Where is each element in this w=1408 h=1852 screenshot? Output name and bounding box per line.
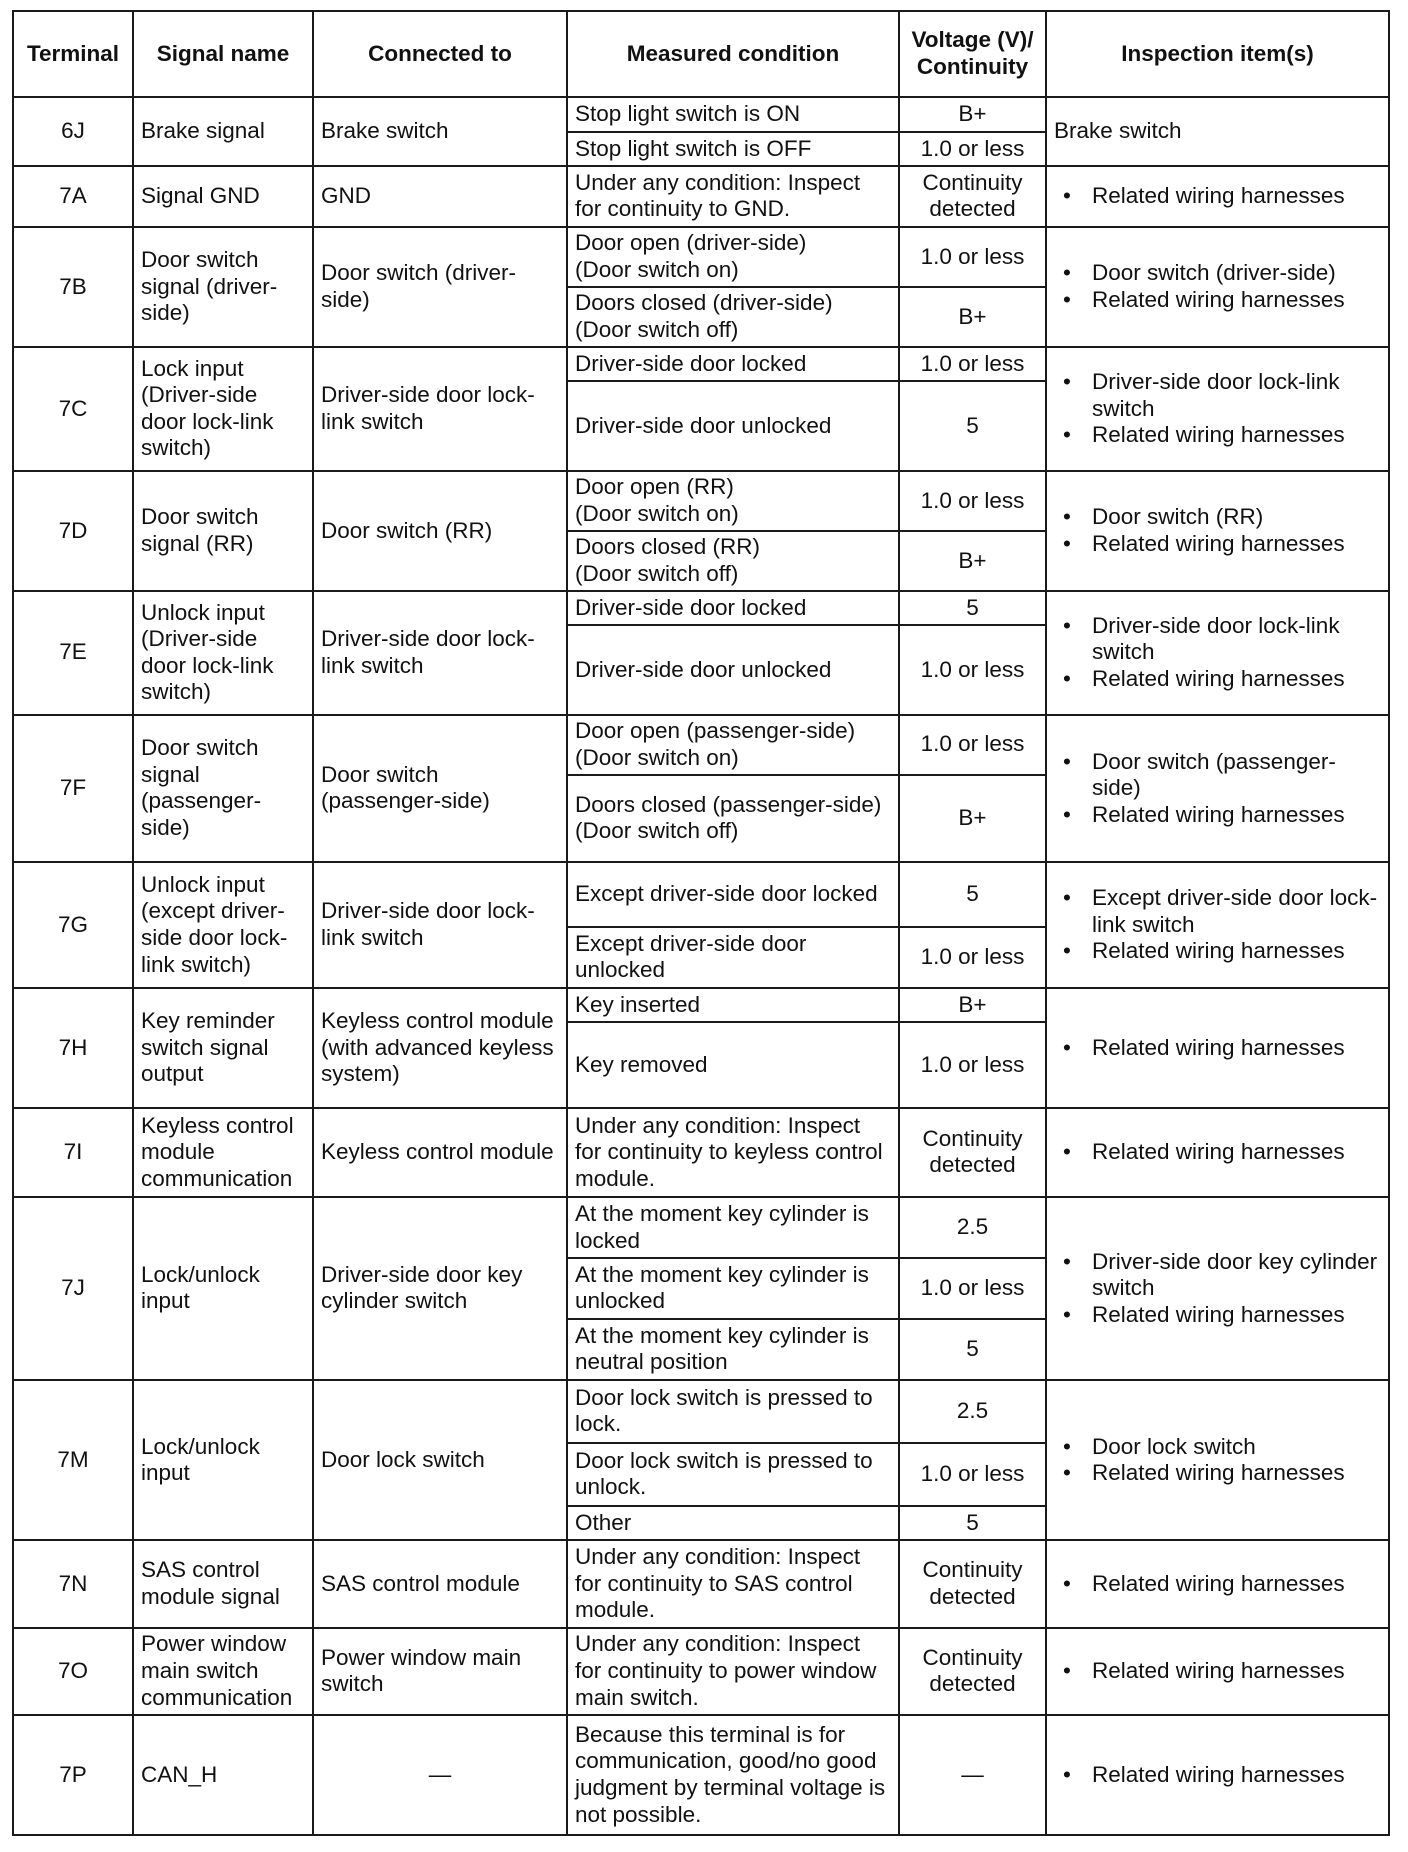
signal-name-cell: Door switch signal (passenger-side) xyxy=(133,715,313,862)
terminal-cell: 7N xyxy=(13,1540,133,1627)
voltage-value-cell: 5 xyxy=(899,862,1046,927)
voltage-value-cell: 5 xyxy=(899,1506,1046,1541)
table-row xyxy=(13,1628,1389,1715)
inspection-item-list xyxy=(1054,1139,1381,1166)
voltage-value-cell: B+ xyxy=(899,988,1046,1023)
table-row xyxy=(13,1715,1389,1835)
terminal-cell: 7D xyxy=(13,471,133,591)
voltage-value-cell: Continuity detected xyxy=(899,166,1046,227)
inspection-item: • Door lock switch xyxy=(1092,1434,1381,1461)
voltage-value-cell: B+ xyxy=(899,287,1046,347)
signal-name-cell: Lock input (Driver-side door lock-link switch) xyxy=(133,347,313,471)
connected-to-cell: SAS control module xyxy=(313,1540,567,1627)
inspection-item: • Door switch (RR) xyxy=(1092,504,1381,531)
voltage-value-cell: 5 xyxy=(899,381,1046,470)
inspection-item-list xyxy=(1054,1249,1381,1329)
inspection-items-cell xyxy=(1046,1380,1389,1540)
measured-condition-cell: Key inserted xyxy=(567,988,899,1023)
connected-to-cell: Driver-side door lock-link switch xyxy=(313,591,567,715)
inspection-items-cell xyxy=(1046,471,1389,591)
voltage-value-cell: 1.0 or less xyxy=(899,1443,1046,1506)
signal-name-cell: Brake signal xyxy=(133,97,313,166)
terminal-cell: 7H xyxy=(13,988,133,1108)
measured-condition-cell: Doors closed (RR) (Door switch off) xyxy=(567,531,899,591)
inspection-items-cell xyxy=(1046,347,1389,471)
header-inspection: Inspection item(s) xyxy=(1046,11,1389,97)
inspection-item: • Except driver-side door lock-link switch xyxy=(1092,885,1381,938)
terminal-cell: 7C xyxy=(13,347,133,471)
signal-name-cell: Power window main switch communication xyxy=(133,1628,313,1715)
connected-to-cell: Keyless control module (with advanced keyless system) xyxy=(313,988,567,1108)
voltage-value-cell: 1.0 or less xyxy=(899,227,1046,287)
signal-name-cell: CAN_H xyxy=(133,1715,313,1835)
connected-to-cell: — xyxy=(313,1715,567,1835)
inspection-item-list xyxy=(1054,369,1381,449)
measured-condition-cell: Door open (RR) (Door switch on) xyxy=(567,471,899,531)
inspection-items-cell xyxy=(1046,1628,1389,1715)
connected-to-cell: Door switch (RR) xyxy=(313,471,567,591)
inspection-item: • Related wiring harnesses xyxy=(1092,1460,1381,1487)
inspection-item: • Driver-side door key cylinder switch xyxy=(1092,1249,1381,1302)
inspection-item-list xyxy=(1054,1762,1381,1789)
inspection-item-list xyxy=(1054,183,1381,210)
table-row xyxy=(13,1197,1389,1258)
terminal-cell: 7E xyxy=(13,591,133,715)
table-row xyxy=(13,166,1389,227)
terminal-cell: 7G xyxy=(13,862,133,988)
measured-condition-cell: Except driver-side door locked xyxy=(567,862,899,927)
terminal-cell: 7B xyxy=(13,227,133,347)
voltage-value-cell: Continuity detected xyxy=(899,1540,1046,1627)
inspection-item: • Related wiring harnesses xyxy=(1092,1139,1381,1166)
voltage-value-cell: 5 xyxy=(899,1319,1046,1380)
measured-condition-cell: Under any condition: Inspect for continuity to SAS control module. xyxy=(567,1540,899,1627)
table-row xyxy=(13,988,1389,1023)
inspection-item-list xyxy=(1054,613,1381,693)
inspection-item: • Related wiring harnesses xyxy=(1092,1762,1381,1789)
voltage-value-cell: 1.0 or less xyxy=(899,347,1046,382)
inspection-item: • Related wiring harnesses xyxy=(1092,183,1381,210)
terminal-cell: 7F xyxy=(13,715,133,862)
measured-condition-cell: At the moment key cylinder is locked xyxy=(567,1197,899,1258)
measured-condition-cell: Driver-side door locked xyxy=(567,591,899,626)
voltage-value-cell: 1.0 or less xyxy=(899,471,1046,531)
table-row xyxy=(13,227,1389,287)
measured-condition-cell: Except driver-side door unlocked xyxy=(567,927,899,988)
inspection-items-cell xyxy=(1046,166,1389,227)
inspection-items-cell xyxy=(1046,1540,1389,1627)
measured-condition-cell: Driver-side door locked xyxy=(567,347,899,382)
voltage-value-cell: Continuity detected xyxy=(899,1108,1046,1197)
header-connected-to: Connected to xyxy=(313,11,567,97)
table-row xyxy=(13,1108,1389,1197)
measured-condition-cell: Under any condition: Inspect for continuity to power window main switch. xyxy=(567,1628,899,1715)
signal-name-cell: Lock/unlock input xyxy=(133,1197,313,1380)
inspection-item-list xyxy=(1054,1035,1381,1062)
connected-to-cell: Power window main switch xyxy=(313,1628,567,1715)
inspection-items-cell xyxy=(1046,1715,1389,1835)
connected-to-cell: Keyless control module xyxy=(313,1108,567,1197)
table-row xyxy=(13,97,1389,132)
table-row xyxy=(13,347,1389,382)
inspection-item-list xyxy=(1054,504,1381,557)
measured-condition-cell: Driver-side door unlocked xyxy=(567,381,899,470)
terminal-cell: 7J xyxy=(13,1197,133,1380)
voltage-value-cell: — xyxy=(899,1715,1046,1835)
measured-condition-cell: Under any condition: Inspect for continuity to GND. xyxy=(567,166,899,227)
terminal-cell: 7O xyxy=(13,1628,133,1715)
voltage-value-cell: 5 xyxy=(899,591,1046,626)
inspection-item-list xyxy=(1054,885,1381,965)
inspection-item: • Door switch (passenger-side) xyxy=(1092,749,1381,802)
voltage-value-cell: Continuity detected xyxy=(899,1628,1046,1715)
inspection-item: • Related wiring harnesses xyxy=(1092,1658,1381,1685)
table-row xyxy=(13,1540,1389,1627)
inspection-item: • Driver-side door lock-link switch xyxy=(1092,369,1381,422)
measured-condition-cell: Door open (driver-side) (Door switch on) xyxy=(567,227,899,287)
signal-name-cell: Door switch signal (driver-side) xyxy=(133,227,313,347)
table-row xyxy=(13,1380,1389,1443)
measured-condition-cell: Door lock switch is pressed to unlock. xyxy=(567,1443,899,1506)
inspection-items-cell xyxy=(1046,1197,1389,1380)
inspection-item-list xyxy=(1054,1434,1381,1487)
connected-to-cell: Door switch (driver-side) xyxy=(313,227,567,347)
voltage-value-cell: 1.0 or less xyxy=(899,715,1046,775)
table-body xyxy=(13,97,1389,1835)
inspection-item: • Related wiring harnesses xyxy=(1092,802,1381,829)
measured-condition-cell: Driver-side door unlocked xyxy=(567,625,899,714)
inspection-item: • Related wiring harnesses xyxy=(1092,938,1381,965)
connected-to-cell: Driver-side door lock-link switch xyxy=(313,862,567,988)
inspection-item: • Related wiring harnesses xyxy=(1092,1035,1381,1062)
inspection-item: • Related wiring harnesses xyxy=(1092,287,1381,314)
terminal-cell: 7P xyxy=(13,1715,133,1835)
connected-to-cell: Driver-side door key cylinder switch xyxy=(313,1197,567,1380)
inspection-item-list xyxy=(1054,1658,1381,1685)
signal-name-cell: SAS control module signal xyxy=(133,1540,313,1627)
measured-condition-cell: Door lock switch is pressed to lock. xyxy=(567,1380,899,1443)
connected-to-cell: Brake switch xyxy=(313,97,567,166)
measured-condition-cell: Other xyxy=(567,1506,899,1541)
table-row xyxy=(13,715,1389,775)
table-row xyxy=(13,862,1389,927)
inspection-items-cell xyxy=(1046,591,1389,715)
inspection-item: • Driver-side door lock-link switch xyxy=(1092,613,1381,666)
measured-condition-cell: Doors closed (driver-side) (Door switch off) xyxy=(567,287,899,347)
signal-name-cell: Signal GND xyxy=(133,166,313,227)
voltage-value-cell: B+ xyxy=(899,775,1046,862)
inspection-item-list xyxy=(1054,1571,1381,1598)
inspection-items-cell xyxy=(1046,1108,1389,1197)
inspection-item: • Related wiring harnesses xyxy=(1092,422,1381,449)
inspection-items-cell xyxy=(1046,227,1389,347)
measured-condition-cell: Because this terminal is for communication, good/no good judgment by terminal voltage is not possible. xyxy=(567,1715,899,1835)
inspection-item: Brake switch xyxy=(1054,118,1182,144)
signal-name-cell: Lock/unlock input xyxy=(133,1380,313,1540)
measured-condition-cell: Key removed xyxy=(567,1022,899,1107)
inspection-item: • Related wiring harnesses xyxy=(1092,1302,1381,1329)
measured-condition-cell: Doors closed (passenger-side) (Door switch off) xyxy=(567,775,899,862)
terminal-cell: 7I xyxy=(13,1108,133,1197)
measured-condition-cell: Stop light switch is ON xyxy=(567,97,899,132)
voltage-value-cell: B+ xyxy=(899,531,1046,591)
voltage-value-cell: 2.5 xyxy=(899,1197,1046,1258)
table-row xyxy=(13,471,1389,531)
table-row xyxy=(13,591,1389,626)
inspection-items-cell xyxy=(1046,715,1389,862)
inspection-item: • Related wiring harnesses xyxy=(1092,531,1381,558)
voltage-value-cell: 1.0 or less xyxy=(899,132,1046,167)
connected-to-cell: Driver-side door lock-link switch xyxy=(313,347,567,471)
signal-name-cell: Keyless control module communication xyxy=(133,1108,313,1197)
connected-to-cell: Door lock switch xyxy=(313,1380,567,1540)
inspection-item: • Related wiring harnesses xyxy=(1092,1571,1381,1598)
inspection-items-cell xyxy=(1046,988,1389,1108)
voltage-value-cell: 2.5 xyxy=(899,1380,1046,1443)
header-signal-name: Signal name xyxy=(133,11,313,97)
connected-to-cell: Door switch (passenger-side) xyxy=(313,715,567,862)
terminal-cell: 6J xyxy=(13,97,133,166)
inspection-item: • Door switch (driver-side) xyxy=(1092,260,1381,287)
signal-name-cell: Unlock input (except driver-side door lock-link switch) xyxy=(133,862,313,988)
signal-name-cell: Door switch signal (RR) xyxy=(133,471,313,591)
measured-condition-cell: Under any condition: Inspect for continuity to keyless control module. xyxy=(567,1108,899,1197)
inspection-item: • Related wiring harnesses xyxy=(1092,666,1381,693)
signal-name-cell: Key reminder switch signal output xyxy=(133,988,313,1108)
header-measured-condition: Measured condition xyxy=(567,11,899,97)
measured-condition-cell: At the moment key cylinder is neutral position xyxy=(567,1319,899,1380)
header-voltage: Voltage (V)/ Continuity xyxy=(899,11,1046,97)
voltage-value-cell: 1.0 or less xyxy=(899,927,1046,988)
terminal-cell: 7M xyxy=(13,1380,133,1540)
connected-to-cell: GND xyxy=(313,166,567,227)
voltage-value-cell: B+ xyxy=(899,97,1046,132)
terminal-inspection-table xyxy=(12,10,1390,1836)
terminal-cell: 7A xyxy=(13,166,133,227)
measured-condition-cell: Door open (passenger-side) (Door switch on) xyxy=(567,715,899,775)
measured-condition-cell: At the moment key cylinder is unlocked xyxy=(567,1258,899,1319)
header-terminal: Terminal xyxy=(13,11,133,97)
inspection-items-cell xyxy=(1046,97,1389,166)
voltage-value-cell: 1.0 or less xyxy=(899,1258,1046,1319)
inspection-item-list xyxy=(1054,749,1381,829)
inspection-items-cell xyxy=(1046,862,1389,988)
signal-name-cell: Unlock input (Driver-side door lock-link switch) xyxy=(133,591,313,715)
voltage-value-cell: 1.0 or less xyxy=(899,625,1046,714)
measured-condition-cell: Stop light switch is OFF xyxy=(567,132,899,167)
header-row xyxy=(13,11,1389,97)
voltage-value-cell: 1.0 or less xyxy=(899,1022,1046,1107)
inspection-item-list xyxy=(1054,260,1381,313)
